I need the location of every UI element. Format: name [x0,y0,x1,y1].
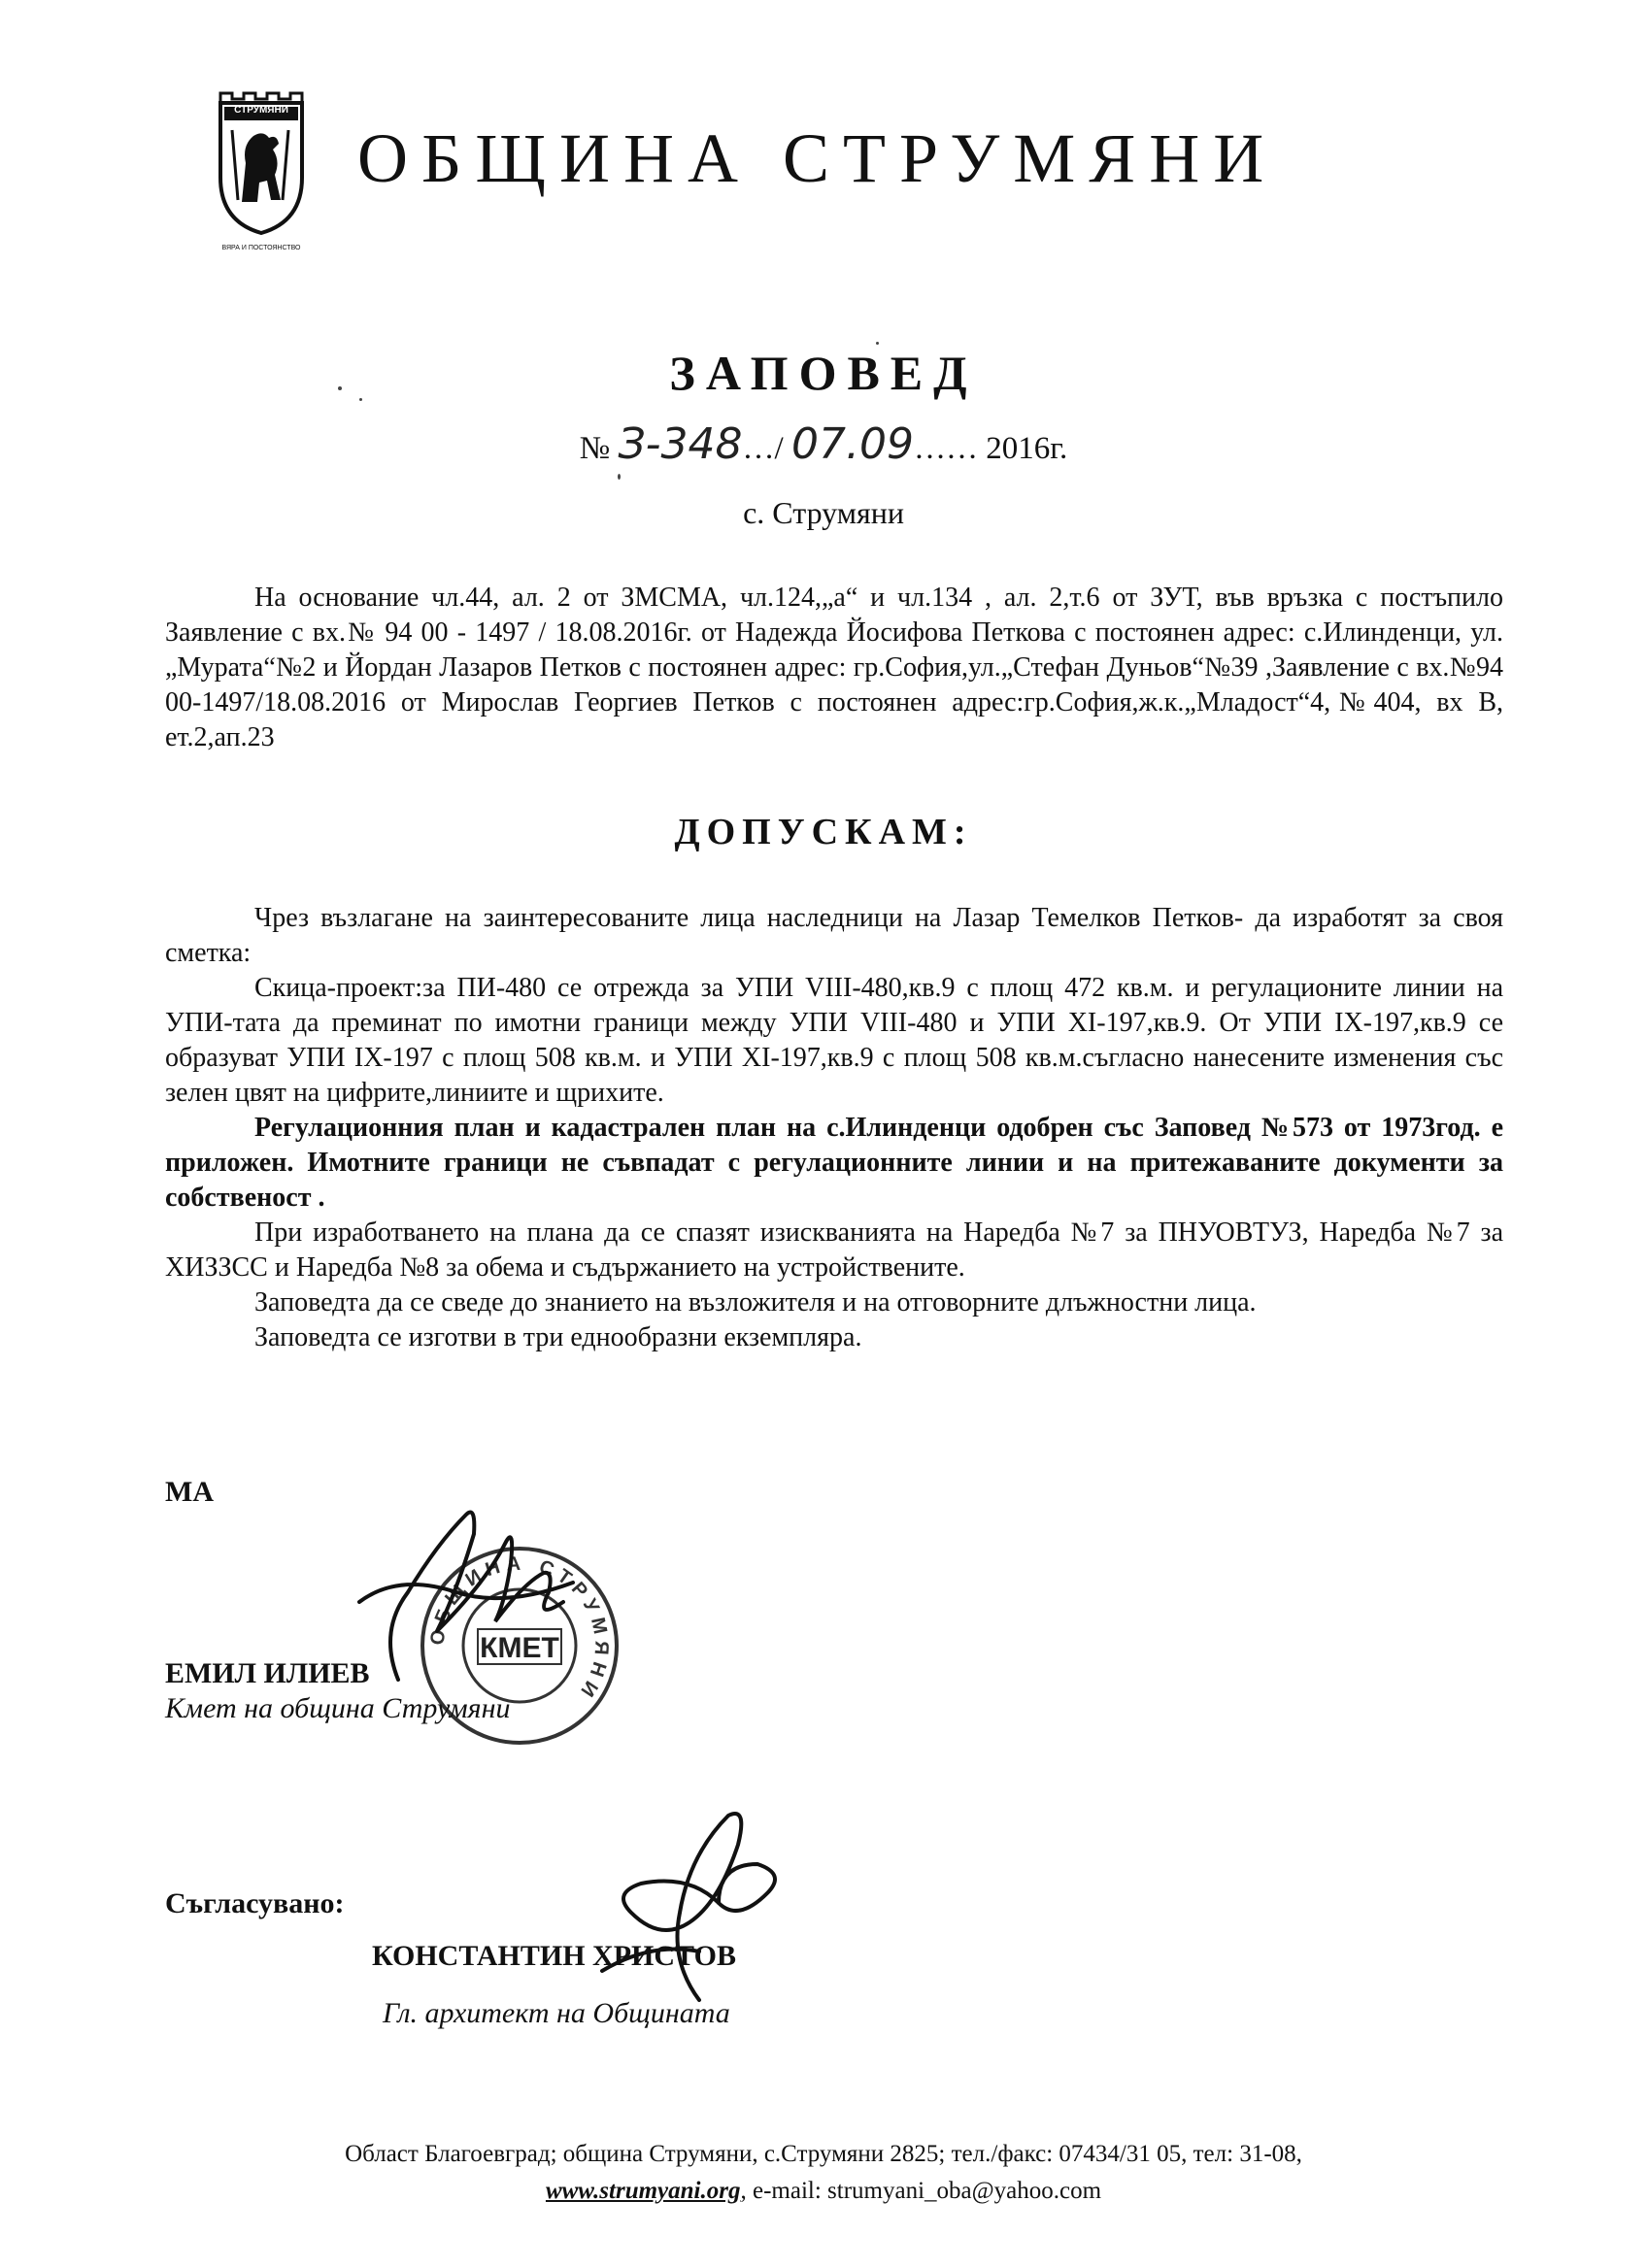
mayor-signature-icon [340,1485,602,1709]
architect-signature-icon [573,1796,796,2010]
sketch-paragraph: Скица-проект:за ПИ-480 се отрежда за УПИ VIII-480,кв.9 с площ 472 кв.м. и регулационите линии на УПИ-тата да преминат по имотни граници между УПИ VIII-480 и УПИ XI-197,кв.9. От УПИ IX-197,кв.9 се образуват УПИ IX-197 с площ 508 кв.м. и УПИ XI-197,кв.9 с площ 508 кв.м.съгласно нанесените изменения със зелен цвят на цифрите,линиите и щрихите. [165,973,1503,1108]
crest-text-top: СТРУМЯНИ [234,105,288,116]
decision-heading: ДОПУСКАМ: [674,812,973,852]
architect-name: КОНСТАНТИН ХРИСТОВ [372,1940,736,1972]
notify-line: Заповедта да се сведе до знанието на възложителя и на отговорните длъжностни лица. [254,1287,1257,1317]
order-date: 07.09 [790,419,914,469]
scan-speck [359,398,362,401]
ma-label: МА [165,1476,214,1508]
assignment-paragraph: Чрез възлагане на заинтересованите лица наследници на Лазар Темелков Петков- да изработят за своя сметка: [165,903,1503,968]
organization-title: ОБЩИНА СТРУМЯНИ [357,119,1278,197]
scan-speck [338,386,342,390]
order-number-line: № З-348…/ 07.09…… 2016г. [579,419,1068,469]
copies-line: Заповедта се изготви в три еднообразни екземпляра. [254,1322,862,1352]
crest-motto: ВЯРА И ПОСТОЯНСТВО [221,245,301,251]
basis-paragraph: На основание чл.44, ал. 2 от ЗМСМА, чл.124,„а“ и чл.134 , ал. 2,т.6 от ЗУТ, във връзка с постъпило Заявление с вх.№ 94 00 - 1497 / 18.08.2016г. от Надежда Йосифова Петкова с постоянен адрес: с.Илинденци, ул.„Мурата“№2 и Йордан Лазаров Петков с постоянен адрес: гр.София,ул.„Стефан Дуньов“№39 ,Заявление с вх.№94 00-1497/18.08.2016 от Мирослав Георгиев Петков с постоянен адрес:гр.София,ж.к.„Младост“4,№404, вх В, ет.2,ап.23 [165,583,1503,752]
stamp-center-text: КМЕТ [480,1632,559,1664]
order-number: З-348 [618,419,743,469]
website-link[interactable]: www.strumyani.org [545,2178,741,2204]
stamp-ring-text: ОБЩИНА СТРУМЯНИ [426,1552,613,1706]
order-place: с. Струмяни [743,495,904,530]
scan-speck [618,474,621,480]
mayor-name: ЕМИЛ ИЛИЕВ [165,1657,370,1689]
footer-email: , e-mail: strumyani_oba@yahoo.com [740,2178,1102,2204]
plan-paragraph: Регулационния план и кадастрален план на с.Илинденци одобрен със Заповед №573 от 1973год. е приложен. Имотните граници не съвпадат с регулационните линии и на притежаваните документи за собственост . [165,1113,1503,1213]
order-year: 2016г. [986,431,1068,466]
architect-title: Гл. архитект на Общината [383,1997,730,2029]
scan-speck [876,342,879,345]
mayor-title: Кмет на община Струмяни [165,1692,511,1724]
number-prefix: № [579,431,611,466]
requirements-paragraph: При изработването на плана да се спазят изискванията на Наредба №7 за ПНУОВТУЗ, Наредба №7 за ХИЗЗСС и Наредба №8 за обема и съдържанието на устройствените. [165,1217,1503,1283]
document-title: ЗАПОВЕД [669,346,978,400]
footer-address: Област Благоевград; община Струмяни, с.Струмяни 2825; тел./факс: 07434/31 05, тел: 31-08, [345,2141,1302,2167]
footer-contacts [0,2178,1647,2205]
agreed-label: Съгласувано: [165,1887,345,1919]
